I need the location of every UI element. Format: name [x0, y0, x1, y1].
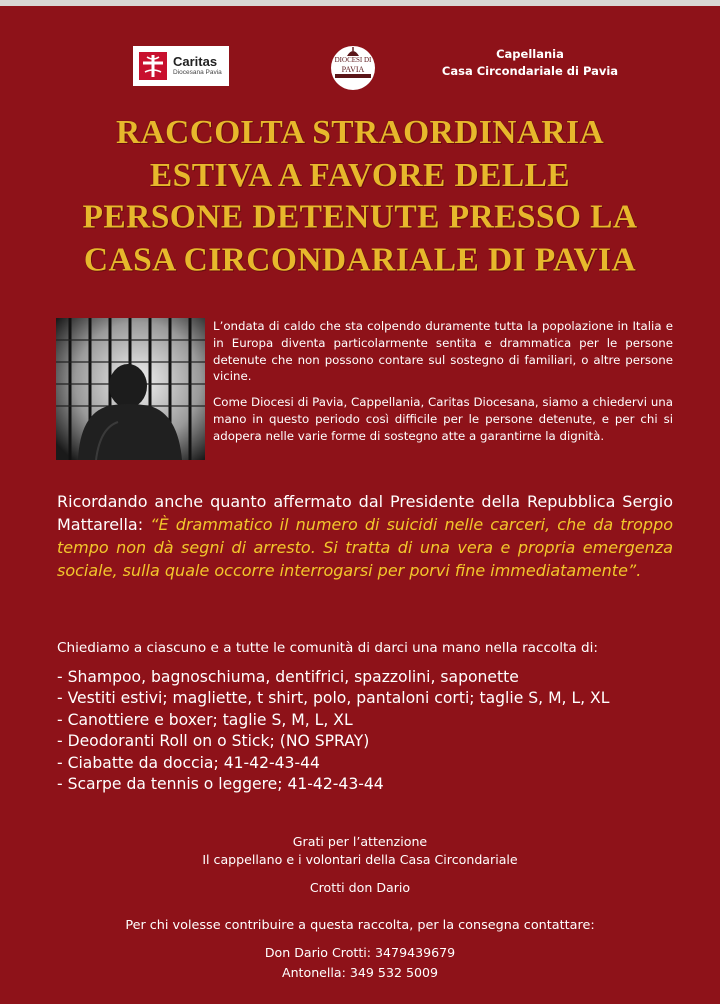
top-border: [0, 0, 720, 6]
list-item: - Scarpe da tennis o leggere; 41-42-43-44: [57, 775, 384, 794]
intro-text: [213, 318, 673, 454]
caritas-cross-icon: [139, 52, 167, 80]
page-title: [40, 111, 680, 280]
diocesi-logo-line2: PAVIA: [341, 65, 365, 74]
title-line: ESTIVA A FAVORE DELLE: [149, 155, 571, 194]
caritas-logo: [133, 46, 229, 86]
contact-list: [60, 943, 660, 983]
caritas-logo-sub: Diocesana Pavia: [173, 69, 222, 77]
contact-intro: Per chi volesse contribuire a questa raccolta, per la consegna contattare:: [125, 918, 595, 933]
list-item: - Deodoranti Roll on o Stick; (NO SPRAY): [57, 732, 370, 751]
title-line: PERSONE DETENUTE PRESSO LA: [82, 198, 638, 236]
list-item: - Vestiti estivi; magliette, t shirt, polo, pantaloni corti; taglie S, M, L, XL: [57, 689, 610, 708]
mattarella-quote: [57, 490, 673, 582]
diocesi-logo-line1: DIOCESI DI: [334, 56, 372, 64]
title-line: RACCOLTA STRAORDINARIA: [115, 113, 605, 152]
prisoner-photo: [56, 318, 205, 460]
capellania-header: [430, 46, 630, 80]
capellania-line1: Capellania: [496, 47, 564, 61]
collection-request: Chiediamo a ciascuno e a tutte le comunità di darci una mano nella raccolta di:: [57, 640, 598, 656]
contact-item: Antonella: 349 532 5009: [281, 965, 439, 980]
title-line: CASA CIRCONDARIALE DI PAVIA: [83, 240, 637, 279]
items-list: [57, 667, 697, 795]
closing-thanks: [60, 833, 660, 869]
list-item: - Canottiere e boxer; taglie S, M, L, XL: [57, 710, 353, 729]
closing-line: Grati per l’attenzione: [292, 834, 428, 849]
signature: Crotti don Dario: [309, 880, 411, 895]
quote-text: “È drammatico il numero di suicidi nelle carceri, che da troppo tempo non dà segni di arresto. Si tratta di una vera e propria emergenza sociale, sulla quale occorre interrogarsi per porvi fine immediatamente”.: [57, 515, 674, 580]
contact-item: Don Dario Crotti: 3479439679: [264, 945, 456, 960]
intro-paragraph: L’ondata di caldo che sta colpendo duramente tutta la popolazione in Italia e in Europa diventa particolarmente sentita e drammatica per le persone detenute che non possono contare sul sostegno di familiari, o altre persone vicine.: [213, 319, 673, 384]
diocesi-logo: [325, 44, 381, 92]
quote-lead: Ricordando anche quanto affermato dal Presidente della Repubblica Sergio Mattarella:: [57, 492, 673, 534]
caritas-logo-name: Caritas: [173, 54, 218, 70]
capellania-line2: Casa Circondariale di Pavia: [441, 64, 619, 78]
closing-line: Il cappellano e i volontari della Casa Circondariale: [202, 852, 518, 867]
list-item: - Shampoo, bagnoschiuma, dentifrici, spazzolini, saponette: [57, 668, 519, 686]
list-item: - Ciabatte da doccia; 41-42-43-44: [57, 753, 320, 772]
intro-paragraph: Come Diocesi di Pavia, Cappellania, Caritas Diocesana, siamo a chiedervi una mano in questo periodo così difficile per le persone detenute, e per chi si adopera nelle varie forme di sostegno atte a garantirne la dignità.: [213, 395, 673, 443]
